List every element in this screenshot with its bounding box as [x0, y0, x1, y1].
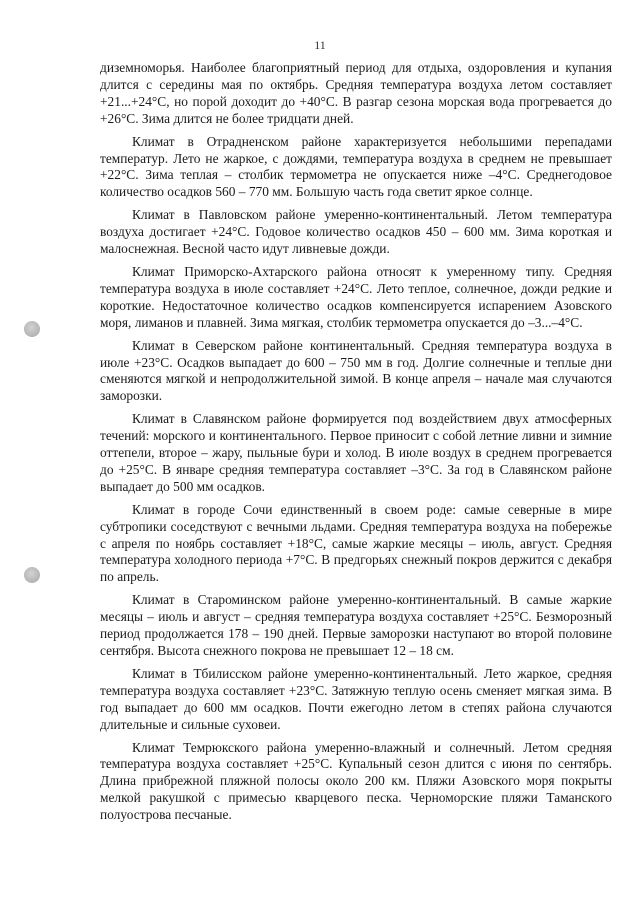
paragraph-otradnensky: Климат в Отрадненском районе характеризуется небольшими перепадами температур. Лето не жаркое, с дождями, температура воздуха в среднем не превышает +22°С. Зима теплая – столбик термометра не опускается ниже –4°С. Среднегодовое количество осадков 560 – 770 мм. Большую часть года светит яркое солнце. [100, 133, 612, 200]
paragraph-seversky: Климат в Северском районе континентальный. Средняя температура воздуха в июле +23°С. Осадков выпадает до 600 – 750 мм в год. Долгие солнечные и теплые дни сменяются мягкой и непродолжительной зимой. В конце апреля – начале мая случаются заморозки. [100, 337, 612, 404]
paragraph-continuation: диземноморья. Наиболее благоприятный период для отдыха, оздоровления и купания длится с середины мая по октябрь. Средняя температура воздуха летом составляет +21...+24°С, но порой доходит до +40°С. В разгар сезона морская вода прогревается до +26°С. Зима длится не более тридцати дней. [100, 60, 612, 126]
paragraph-tbilissky: Климат в Тбилисском районе умеренно-континентальный. Лето жаркое, средняя температура воздуха составляет +23°С. Затяжную теплую осень сменяет мягкая зима. В год выпадает до 600 мм осадков. Почти ежегодно летом в степях района случаются длительные и сильные суховеи. [100, 665, 612, 732]
paragraph-sochi: Климат в городе Сочи единственный в своем роде: самые северные в мире субтропики соседствуют с вечными льдами. Средняя температура воздуха на побережье с апреля по ноябрь составляет +18°С, самые жаркие месяцы – июль, август. Средняя температура холодного периода +7°С. В предгорьях снежный покров держится с декабря по апрель. [100, 501, 612, 585]
document-body [100, 60, 612, 830]
punch-hole-icon [24, 567, 40, 583]
paragraph-starominsky: Климат в Староминском районе умеренно-континентальный. В самые жаркие месяцы – июль и август – средняя температура воздуха составляет +25°С. Безморозный период продолжается 178 – 190 дней. Первые заморозки наступают во второй половине сентября. Высота снежного покрова не превышает 12 – 18 см. [100, 592, 612, 658]
paragraph-primorsko-akhtarsky: Климат Приморско-Ахтарского района относят к умеренному типу. Средняя температура воздуха в июле составляет +24°С. Лето теплое, солнечное, дожди редкие и короткие. Недостаточное количество осадков компенсируется испарением Азовского моря, лиманов и плавней. Зима мягкая, столбик термометра опускается до –3...–4°С. [100, 263, 612, 330]
paragraph-temryuksky: Климат Темрюкского района умеренно-влажный и солнечный. Летом средняя температура воздуха составляет +25°С. Купальный сезон длится с июня по сентябрь. Длина прибрежной пляжной полосы около 200 км. Пляжи Азовского моря покрыты мелкой ракушкой с примесью кварцевого песка. Черноморские пляжи Таманского полуострова песчаные. [100, 739, 612, 823]
paragraph-slavyansky: Климат в Славянском районе формируется под воздействием двух атмосферных течений: морского и континентального. Первое приносит с собой летние ливни и зимние оттепели, второе – жару, пыльные бури и холод. В июле воздух в среднем прогревается до +25°С. В январе средняя температура составляет –3°С. За год в Славянском районе выпадает до 500 мм осадков. [100, 411, 612, 494]
paragraph-pavlovsky: Климат в Павловском районе умеренно-континентальный. Летом температура воздуха достигает +24°С. Годовое количество осадков 450 – 600 мм. Зима короткая и малоснежная. Весной часто идут ливневые дожди. [100, 207, 612, 257]
punch-hole-icon [24, 321, 40, 337]
page-number: 11 [314, 38, 326, 52]
